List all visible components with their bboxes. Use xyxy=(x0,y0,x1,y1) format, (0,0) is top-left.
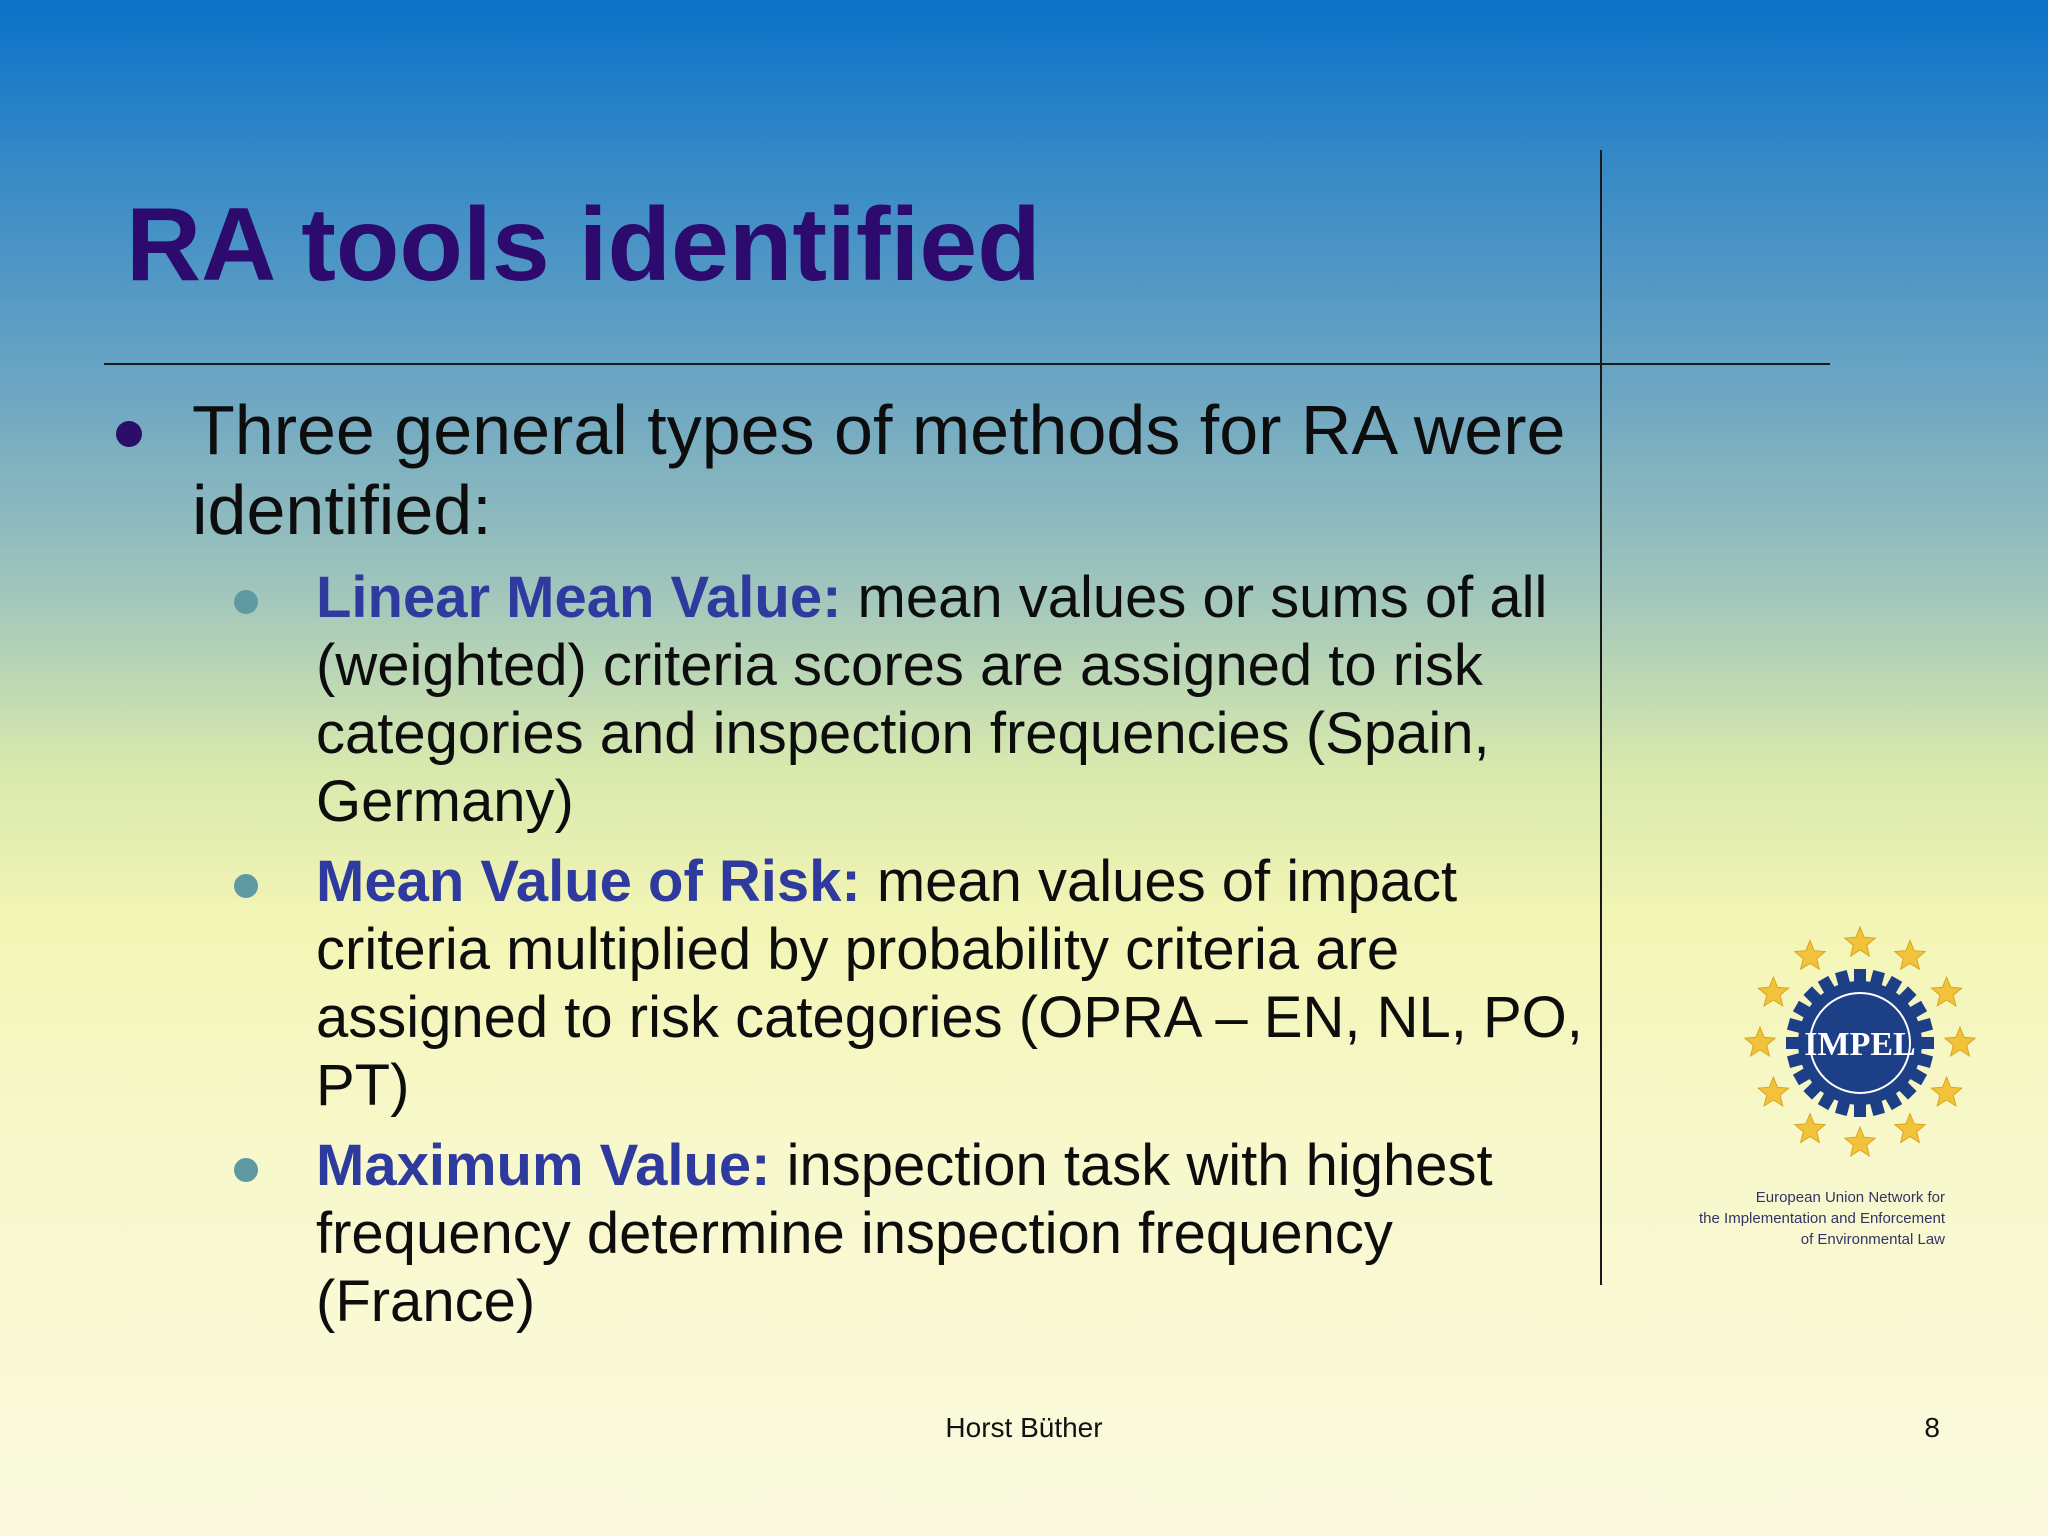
sub-bullet-text: inspection task with highest frequency determine inspection frequency (France) xyxy=(316,1133,1493,1334)
logo-star-icon xyxy=(1895,1114,1925,1143)
sub-bullet-term: Mean Value of Risk: xyxy=(316,849,861,914)
logo-wordmark: IMPEL xyxy=(1804,1026,1916,1063)
vertical-divider xyxy=(1600,150,1602,1285)
sub-bullet-term: Maximum Value: xyxy=(316,1133,771,1198)
logo-star-icon xyxy=(1845,927,1875,956)
logo-caption-line-2: the Implementation and Enforcement xyxy=(1699,1210,1945,1227)
logo-caption-line-1: European Union Network for xyxy=(1755,1189,1945,1206)
logo-star-icon xyxy=(1895,940,1925,969)
page-number: 8 xyxy=(1924,1412,1940,1443)
sub-bullet-text: mean values or sums of all (weighted) criteria scores are assigned to risk categories and inspection frequencies (Spain, Germany) xyxy=(316,565,1548,834)
slide-title: RA tools identified xyxy=(126,187,1041,303)
logo-star-icon xyxy=(1758,1077,1788,1106)
sub-bullet-dot xyxy=(234,590,258,614)
logo-star-icon xyxy=(1945,1027,1975,1056)
sub-bullet-term: Linear Mean Value: xyxy=(316,565,842,630)
logo-star-icon xyxy=(1931,977,1961,1006)
main-bullet-dot xyxy=(116,421,142,447)
logo-star-icon xyxy=(1845,1127,1875,1156)
logo-star-icon xyxy=(1931,1077,1961,1106)
sub-bullet-dot xyxy=(234,1158,258,1182)
logo-star-icon xyxy=(1758,977,1788,1006)
footer-author: Horst Büther xyxy=(945,1412,1103,1443)
sub-bullet-text: mean values of impact criteria multiplied by probability criteria are assigned to risk categories (OPRA – EN, NL, PO, PT) xyxy=(316,849,1583,1118)
sub-bullet-linear-mean-value xyxy=(316,564,1596,836)
horizontal-divider xyxy=(104,363,1830,365)
sub-bullet-dot xyxy=(234,874,258,898)
main-bullet-text: Three general types of methods for RA were identified: xyxy=(192,391,1566,549)
sub-bullet-maximum-value xyxy=(316,1132,1596,1336)
logo-star-icon xyxy=(1795,940,1825,969)
sub-bullet-mean-value-of-risk xyxy=(316,848,1596,1120)
impel-logo-icon xyxy=(1660,905,2010,1255)
logo-star-icon xyxy=(1795,1114,1825,1143)
logo-caption-line-3: of Environmental Law xyxy=(1800,1231,1945,1248)
logo-star-icon xyxy=(1745,1027,1775,1056)
